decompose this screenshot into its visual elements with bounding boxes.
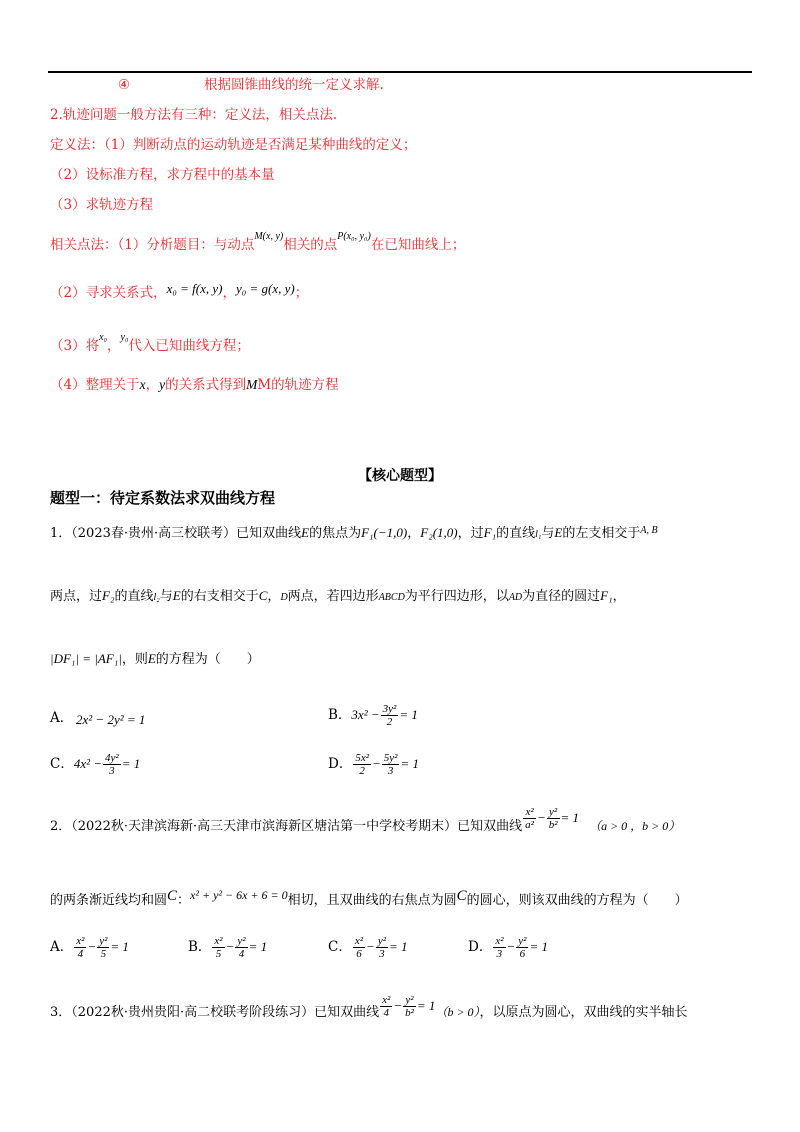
- fraction: $\frac{\text{4y²}}{3}$: [105, 752, 119, 777]
- summary-point-2: 2.轨迹问题一般方法有三种：定义法，相关点法.: [50, 107, 338, 123]
- q2-line-1: 2．（2022秋·天津滨海新·高三天津市滨海新区塘沽第一中学校考期末）已知双曲线 $\frac{\text{x²}}{\text{a²}}$ − $\frac{\text{y²}}{\text{b²}}$ = 1（a > 0 ，b > 0）: [50, 806, 681, 834]
- summary-item-4: ④ 根据圆锥曲线的统一定义求解.: [117, 77, 384, 93]
- q1-option-a[interactable]: A．: [50, 710, 74, 726]
- related-point-step-3: （3）将$^{x_0}$，$^{y_0}$代入已知曲线方程；: [50, 332, 250, 354]
- q2-option-b[interactable]: B． $\frac{\text{x²}}{5}$ − $\frac{\text{y²}}{4}$ = 1: [188, 935, 268, 960]
- q1-option-b[interactable]: B．3x² − $\frac{\text{3y²}}{2}$ = 1: [328, 703, 418, 728]
- fraction: $\frac{\text{5y²}}{3}$: [383, 752, 398, 777]
- fraction: $\frac{\text{3y²}}{2}$: [382, 703, 397, 728]
- related-point-step-2: （2）寻求关系式，x₀ = f(x, y)，y₀ = g(x, y)；: [50, 281, 309, 301]
- definition-method-step-1: 定义法：（1）判断动点的运动轨迹是否满足某种曲线的定义；: [50, 137, 417, 153]
- q2-line-2: 的两条渐近线均和圆C：x² + y² − 6x + 6 = 0相切，且双曲线的右焦点为圆C的圆心，则该双曲线的方程为（ ）: [50, 888, 688, 908]
- related-point-step-1: 相关点法：（1）分析题目：与动点$^{M(x, y)}$相关的点$^{P(x_0, y_0)}$在已知曲线上；: [50, 231, 466, 253]
- q1-line-1: 1．（2023春·贵州·高三校联考）已知双曲线E的焦点为F₁(−1,0)，F₂(1,0)，过F₁的直线l₁与E的左支相交于$^{A, B}$: [50, 525, 658, 541]
- q2-option-a[interactable]: A． $\frac{\text{x²}}{4}$ − $\frac{\text{y²}}{5}$ = 1: [50, 935, 129, 960]
- definition-method-step-3: （3）求轨迹方程: [50, 197, 154, 213]
- q1-line-3: |DF₁| = |AF₁|，则E的方程为（ ）: [50, 651, 260, 667]
- fraction: $\frac{\text{y²}}{\text{b²}}$: [405, 994, 414, 1019]
- fraction: $\frac{\text{y²}}{\text{b²}}$: [548, 806, 558, 831]
- q3-line-1: 3．（2022秋·贵州贵阳·高二校联考阶段练习）已知双曲线 $\frac{\text{x²}}{4}$ − $\frac{\text{y²}}{\text{b²}}$ = 1（b > 0），以原点为圆心，双曲线的实半轴长: [50, 994, 688, 1020]
- q1-line-2: 两点，过F₂的直线l₂与E的右支相交于C，D两点，若四边形ABCD为平行四边形，以AD为直径的圆过F₁，: [50, 588, 626, 604]
- q2-option-c[interactable]: C． $\frac{\text{x²}}{6}$ − $\frac{\text{y²}}{3}$ = 1: [328, 935, 408, 960]
- related-point-step-4: （4）整理关于x，y的关系式得到MM的轨迹方程: [50, 377, 339, 393]
- q1-option-c[interactable]: C．4x² − $\frac{\text{4y²}}{3}$ = 1: [50, 752, 141, 777]
- fraction: $\frac{\text{x²}}{\text{a²}}$: [525, 806, 534, 831]
- q1-option-d[interactable]: D． $\frac{\text{5x²}}{2}$ − $\frac{\text{5y²}}{3}$ = 1: [328, 752, 420, 777]
- definition-method-step-2: （2）设标准方程，求方程中的基本量: [50, 167, 275, 183]
- fraction: $\frac{\text{x²}}{4}$: [382, 994, 391, 1019]
- q1-option-a-formula: 2x² − 2y² = 1: [76, 712, 146, 727]
- question-type-title: 题型一：待定系数法求双曲线方程: [50, 489, 276, 507]
- fraction: $\frac{\text{5x²}}{2}$: [355, 752, 370, 777]
- section-heading: 【核心题型】: [358, 468, 442, 484]
- q2-option-d[interactable]: D． $\frac{\text{x²}}{3}$ − $\frac{\text{y²}}{6}$ = 1: [468, 935, 549, 960]
- header-rule: [48, 71, 752, 73]
